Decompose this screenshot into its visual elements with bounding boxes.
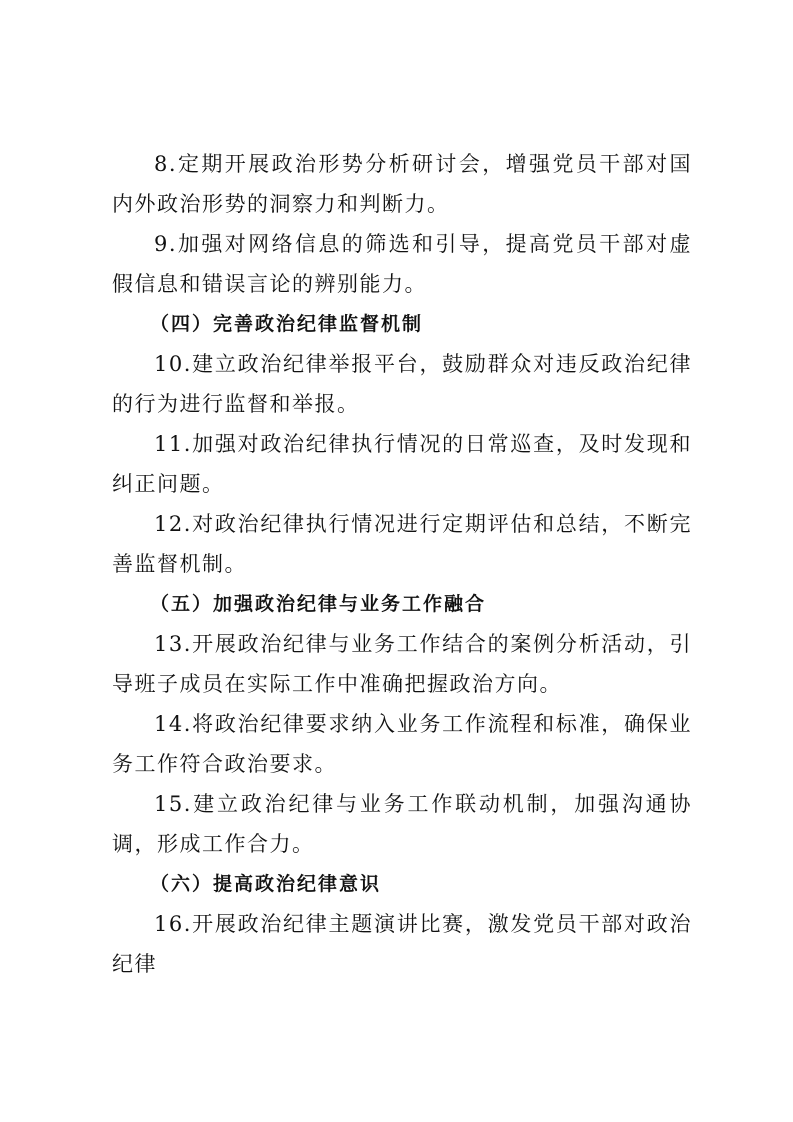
section-heading-4: （四）完善政治纪律监督机制 bbox=[150, 313, 424, 335]
section-heading-5: （五）加强政治纪律与业务工作融合 bbox=[150, 593, 487, 615]
document-body bbox=[112, 144, 692, 984]
paragraph-9: 9.加强对网络信息的筛选和引导，提高党员干部对虚假信息和错误言论的辨别能力。 bbox=[112, 232, 692, 296]
paragraph-10: 10.建立政治纪律举报平台，鼓励群众对违反政治纪律的行为进行监督和举报。 bbox=[112, 352, 692, 416]
paragraph-13: 13.开展政治纪律与业务工作结合的案例分析活动，引导班子成员在实际工作中准确把握政治方向。 bbox=[112, 632, 692, 696]
paragraph-11: 11.加强对政治纪律执行情况的日常巡查，及时发现和纠正问题。 bbox=[112, 432, 692, 496]
section-heading-6: （六）提高政治纪律意识 bbox=[150, 873, 382, 895]
paragraph-12: 12.对政治纪律执行情况进行定期评估和总结，不断完善监督机制。 bbox=[112, 512, 692, 576]
paragraph-8: 8.定期开展政治形势分析研讨会，增强党员干部对国内外政治形势的洞察力和判断力。 bbox=[112, 152, 692, 216]
paragraph-15: 15.建立政治纪律与业务工作联动机制，加强沟通协调，形成工作合力。 bbox=[112, 792, 692, 856]
paragraph-14: 14.将政治纪律要求纳入业务工作流程和标准，确保业务工作符合政治要求。 bbox=[112, 712, 692, 776]
paragraph-16: 16.开展政治纪律主题演讲比赛，激发党员干部对政治纪律 bbox=[112, 912, 692, 976]
